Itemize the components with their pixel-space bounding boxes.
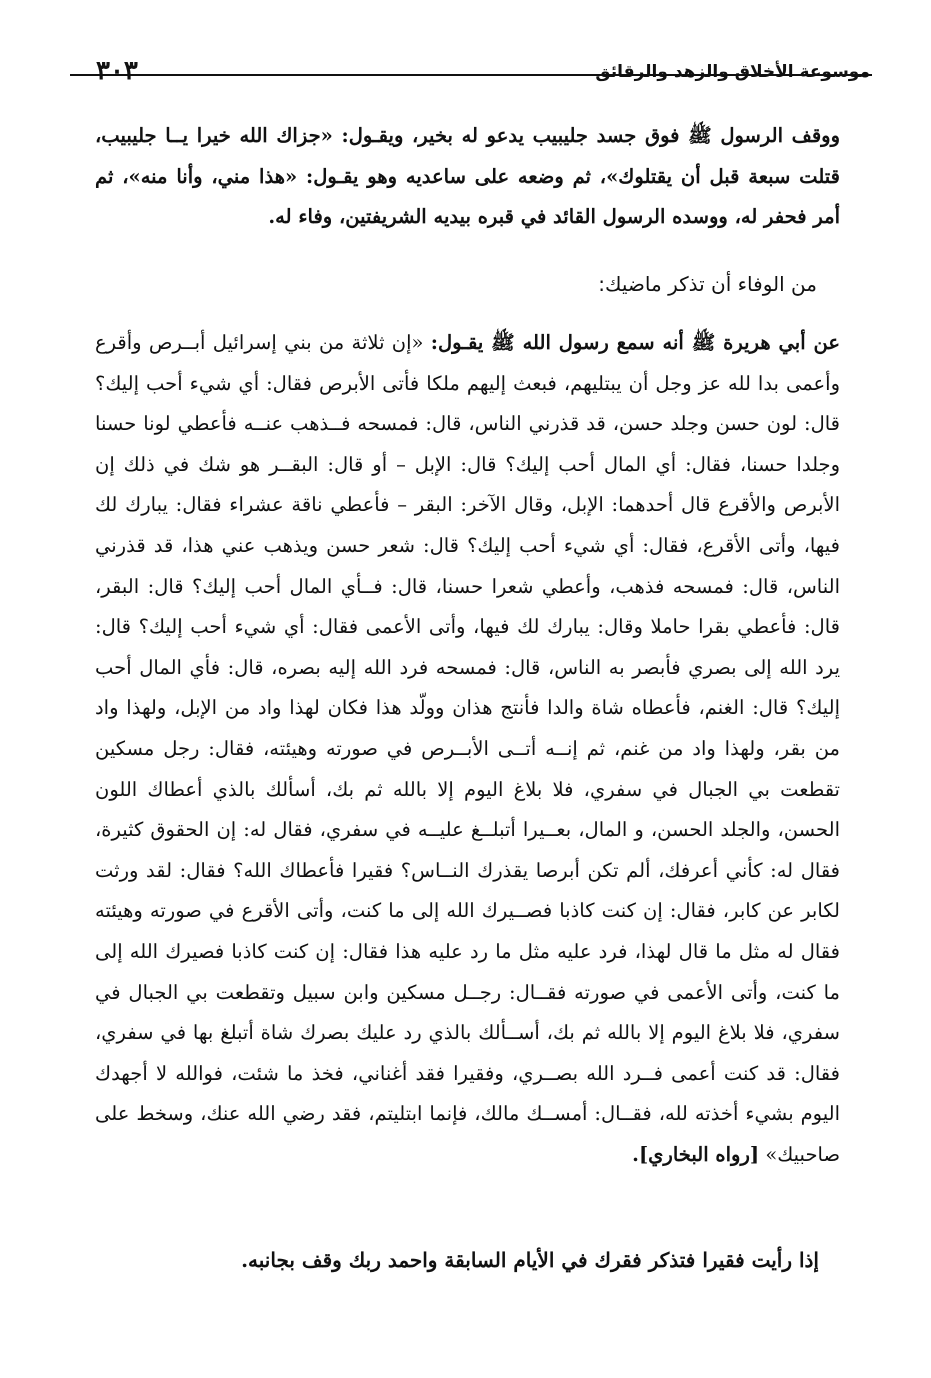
page-number: ٣٠٣ [96,56,138,86]
page-header [70,50,870,90]
hadith-source: [رواه البخاري]. [632,1142,760,1166]
header-rule [70,74,872,76]
hadith-paragraph [95,323,840,1175]
book-title: موسوعة الأخلاق والزهد والرقائق [595,62,870,82]
paragraph-julaybib [95,116,840,238]
hadith-lead: عن أبي هريرة ﷺ أنه سمع رسول الله ﷺ يقـول: [430,331,840,354]
section-subheading: من الوفاء أن تذكر ماضيك: [598,272,817,296]
hadith-text: «إن ثلاثة من بني إسرائيل أبــرص وأقرع وأعمى بدا لله عز وجل أن يبتليهم، فبعث إليهم ملكا فأتى الأبرص فقال: أي شيء أحب إليك؟ قال: لون حسن وجلد حسن، قد قذرني الناس، قال: فمسحه فــذهب عنــه فأعطي لونا حسنا وجلدا حسنا، فقال: أي المال أحب إليك؟ قال: الإبل – أو قال: البقــر هو شك في ذلك إن الأبرص والأقرع قال أحدهما: الإبل، وقال الآخر: البقر – فأعطي ناقة عشراء فقال: يبارك لك فيها، وأتى الأقرع، فقال: أي شيء أحب إليك؟ قال: شعر حسن ويذهب عني هذا، قد قذرني الناس، قال: فمسحه فذهب، وأعطي شعرا حسنا، قال: فــأي المال أحب إليك؟ قال: البقر، قال: فأعطي بقرا حاملا وقال: يبارك لك فيها، وأتى الأعمى فقال: أي شيء أحب إليك؟ قال: يرد الله إلى بصري فأبصر به الناس، قال: فمسحه فرد الله إليه بصره، قال: فأي المال أحب إليك؟ قال: الغنم، فأعطاه شاة والدا فأنتج هذان وولّد هذا فكان لهذا واد من الإبل، ولهذا واد من بقر، ولهذا واد من غنم، ثم إنــه أتــى الأبــرص في صورته وهيئته، فقال: رجل مسكين تقطعت بي الجبال في سفري، فلا بلاغ اليوم إلا بالله ثم بك، أسألك بالذي أعطاك اللون الحسن، والجلد الحسن، و المال، بعــيرا أتبلــغ عليــه في سفري، فقال له: إن الحقوق كثيرة، فقال له: كأني أعرفك، ألم تكن أبرصا يقذرك النــاس؟ فقيرا فأعطاك الله؟ فقال: لقد ورثت لكابر عن كابر، فقال: إن كنت كاذبا فصــيرك الله إلى ما كنت، وأتى الأقرع في صورته وهيئته فقال له مثل ما قال لهذا، فرد عليه مثل ما رد عليه هذا فقال: إن كنت كاذبا فصيرك الله إلى ما كنت، وأتى الأعمى في صورته فقــال: رجــل مسكين وابن سبيل وتقطعت بي الجبال في سفري، فلا بلاغ اليوم إلا بالله ثم بك، أســألك بالذي رد عليك بصرك شاة أتبلغ بها في سفري، فقال: قد كنت أعمى فــرد الله بصــري، وفقيرا فقد أغناني، فخذ ما شئت، فوالله لا أجهدك اليوم بشيء أخذته لله، فقــال: أمســك مالك، فإنما ابتليتم، فقد رضي الله عنك، وسخط على صاحبيك» [95,331,841,1166]
paragraph-text: ووقف الرسول ﷺ فوق جسد جليبيب يدعو له بخير، ويقـول: «جزاك الله خيرا يــا جليبيب، قتلت سبعة قبل أن يقتلوك»، ثم وضعه على ساعديه وهو يقـول: «هذا مني، وأنا منه»، ثم أمر فحفر له، ووسده الرسول القائد في قبره بيديه الشريفتين، وفاء له. [95,124,840,229]
conclusion-line: إذا رأيت فقيرا فتذكر فقرك في الأيام السابقة واحمد ربك وقف بجانبه. [241,1248,819,1272]
